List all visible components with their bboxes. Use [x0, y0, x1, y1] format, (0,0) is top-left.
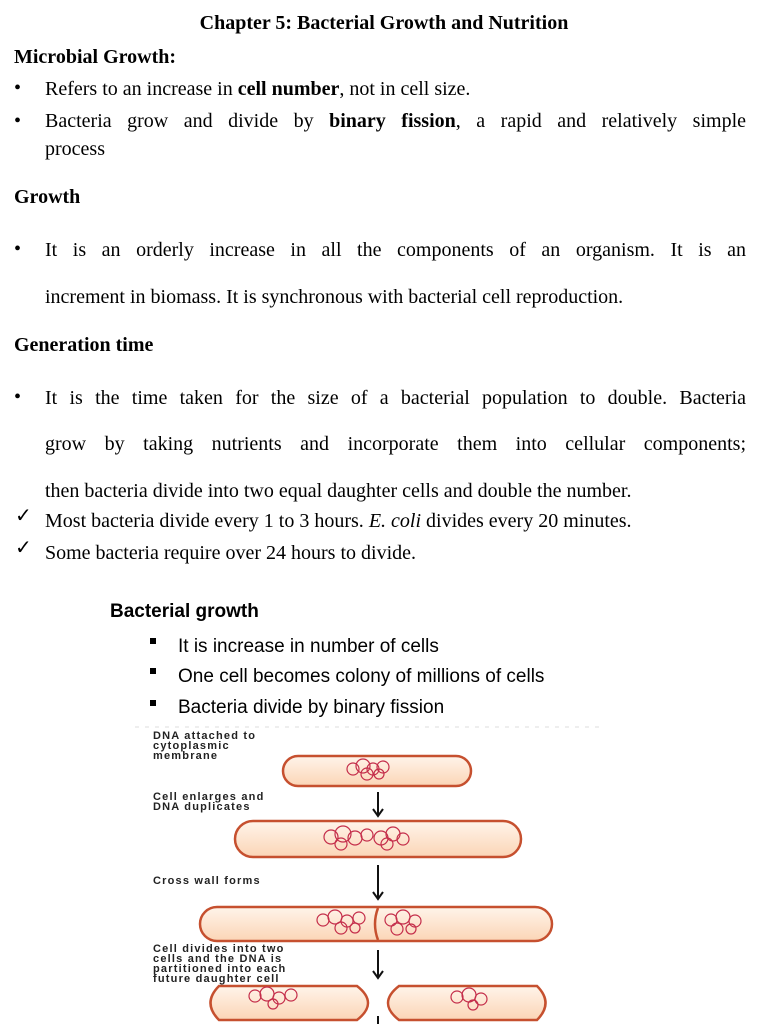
bullet-marker: • — [14, 386, 22, 408]
step4-label-line3: partitioned into each — [153, 963, 287, 975]
section-heading-growth: Growth — [14, 186, 81, 208]
square-bullet-icon — [150, 700, 156, 706]
check-item-ecoli — [45, 507, 746, 535]
square-bullet-icon — [150, 668, 156, 674]
text-run: Most bacteria divide every 1 to 3 hours. — [45, 510, 369, 532]
arrow-down-icon — [373, 950, 383, 978]
bullet-marker: • — [14, 110, 22, 132]
step2-label-line1: Cell enlarges and — [153, 791, 265, 803]
check-icon: ✓ — [15, 505, 32, 527]
square-bullet-icon — [150, 638, 156, 644]
step1-label-line3: membrane — [153, 750, 219, 762]
section-heading-microbial-growth: Microbial Growth: — [14, 46, 177, 68]
step4-label-line4: future daughter cell — [153, 973, 280, 985]
text-run: , not in cell size. — [339, 78, 471, 100]
bullet-cell-number — [45, 75, 746, 103]
arrow-down-icon — [373, 792, 383, 816]
slide-heading-bacterial-growth: Bacterial growth — [110, 601, 259, 622]
arrow-down-icon — [373, 865, 383, 899]
slide-bullet-1: It is increase in number of cells — [178, 636, 439, 657]
step1-label-line2: cytoplasmic — [153, 740, 230, 752]
text-run: Refers to an increase in — [45, 78, 238, 100]
text-run: Bacteria grow and divide by — [45, 110, 330, 132]
bold-term: cell number — [237, 78, 340, 100]
section-heading-generation-time: Generation time — [14, 334, 154, 356]
cell-step2 — [235, 821, 521, 857]
bullet-binary-fission-line1 — [45, 107, 746, 135]
daughter-cell-right — [388, 986, 546, 1020]
check-icon: ✓ — [15, 537, 32, 559]
step1-label-line1: DNA attached to — [153, 730, 257, 742]
cell-step1 — [283, 756, 471, 786]
step2-label-line2: DNA duplicates — [153, 801, 251, 813]
slide-bullet-3: Bacteria divide by binary fission — [178, 697, 445, 718]
daughter-cell-left — [211, 986, 369, 1020]
growth-line-1: It is an orderly increase in all the components of an organism. It is an — [45, 239, 746, 261]
text-run: divides every 20 minutes. — [421, 510, 632, 532]
text-run: , a rapid and relatively simple — [455, 110, 746, 132]
step4-label-line2: cells and the DNA is — [153, 953, 283, 965]
italic-term: E. coli — [368, 510, 422, 532]
step4-label-line1: Cell divides into two — [153, 943, 285, 955]
bullet-marker: • — [14, 238, 22, 260]
generation-line-2: grow by taking nutrients and incorporate them into cellular components; — [45, 433, 746, 455]
page-title: Chapter 5: Bacterial Growth and Nutrition — [199, 12, 569, 34]
binary-fission-figure — [135, 722, 615, 1024]
step3-label-line1: Cross wall forms — [153, 875, 261, 887]
check-item-24-hours: Some bacteria require over 24 hours to divide. — [45, 542, 416, 564]
bullet-binary-fission-line2: process — [45, 138, 105, 160]
generation-line-1: It is the time taken for the size of a bacterial population to double. Bacteria — [45, 387, 746, 409]
slide-bullet-2: One cell becomes colony of millions of cells — [178, 666, 545, 687]
bullet-marker: • — [14, 77, 22, 99]
growth-line-2: increment in biomass. It is synchronous with bacterial cell reproduction. — [45, 286, 624, 308]
bold-term: binary fission — [329, 110, 456, 132]
generation-line-3: then bacteria divide into two equal daughter cells and double the number. — [45, 480, 632, 502]
